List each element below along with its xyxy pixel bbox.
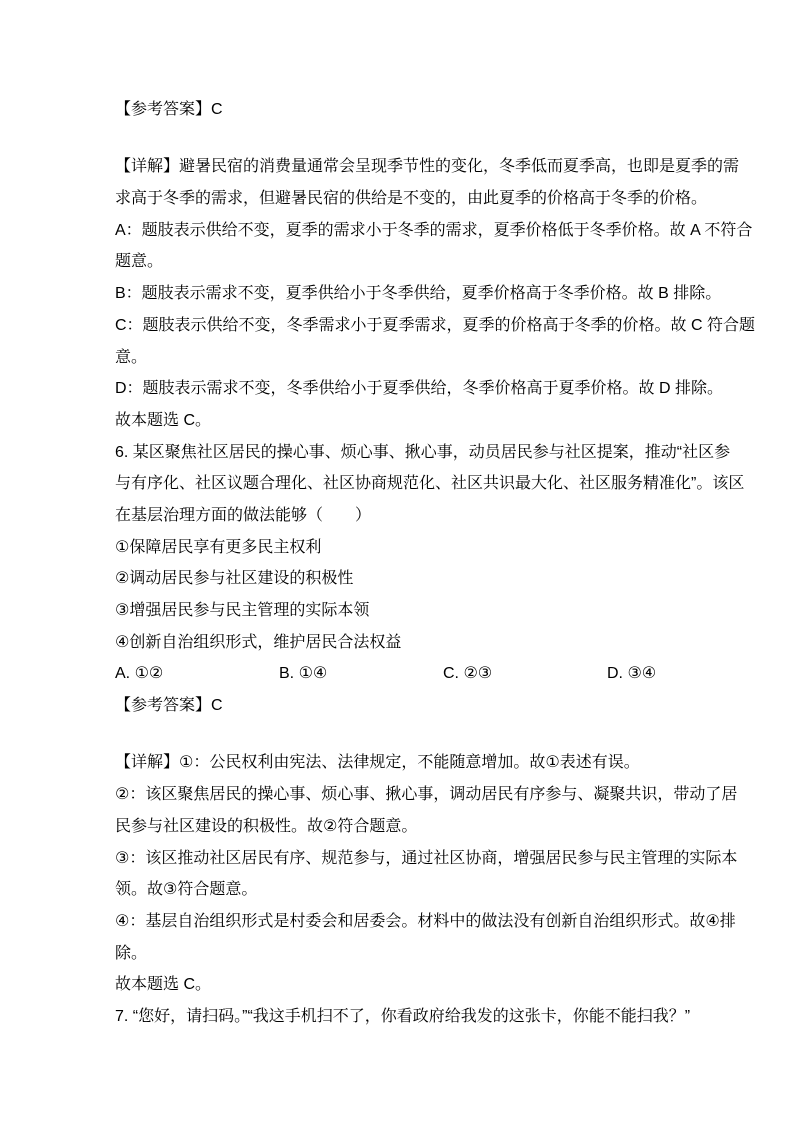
q6-statement-1: ①保障居民享有更多民主权利 bbox=[115, 538, 322, 556]
q6-choice-c: C. ②③ bbox=[443, 665, 493, 683]
q5-option-a-analysis-line-1: A：题肢表示供给不变，夏季的需求小于冬季的需求，夏季价格低于冬季价格。故 A 不符合 bbox=[115, 221, 753, 239]
q5-reference-answer: 【参考答案】C bbox=[115, 101, 223, 118]
q7-stem-line-1: 7. “您好，请扫码。”“我这手机扫不了，你看政府给我发的这张卡，你能不能扫我？” bbox=[115, 1007, 691, 1025]
q6-statement-2: ②调动居民参与社区建设的积极性 bbox=[115, 570, 354, 588]
q5-option-b-analysis: B：题肢表示需求不变，夏季供给小于冬季供给，夏季价格高于冬季价格。故 B 排除。 bbox=[115, 285, 722, 303]
q6-conclusion: 故本题选 C。 bbox=[115, 976, 212, 994]
q6-explanation-line-1: 【详解】①：公民权利由宪法、法律规定，不能随意增加。故①表述有误。 bbox=[115, 754, 640, 772]
q6-stem-line-1: 6. 某区聚焦社区居民的操心事、烦心事、揪心事，动员居民参与社区提案，推动“社区参 bbox=[115, 443, 731, 461]
q6-statement4-analysis-line-2: 除。 bbox=[115, 944, 148, 962]
blank-line bbox=[115, 126, 694, 152]
q5-conclusion: 故本题选 C。 bbox=[115, 411, 212, 429]
q5-option-a-analysis-line-2: 题意。 bbox=[115, 253, 164, 271]
q6-reference-answer: 【参考答案】C bbox=[115, 697, 223, 715]
q6-choices bbox=[115, 658, 694, 690]
q6-choice-b: B. ①④ bbox=[279, 665, 328, 683]
q5-explanation-line-1: 【详解】避暑民宿的消费量通常会呈现季节性的变化，冬季低而夏季高，也即是夏季的需 bbox=[115, 158, 740, 176]
q6-choice-d: D. ③④ bbox=[607, 665, 657, 683]
q6-statement-3: ③增强居民参与民主管理的实际本领 bbox=[115, 602, 370, 619]
q6-choice-a: A. ①② bbox=[115, 665, 164, 683]
q6-statement4-analysis-line-1: ④：基层自治组织形式是村委会和居委会。材料中的做法没有创新自治组织形式。故④排 bbox=[115, 912, 736, 930]
blank-line bbox=[115, 722, 694, 748]
q6-statement2-analysis-line-1: ②：该区聚焦居民的操心事、烦心事、揪心事，调动居民有序参与、凝聚共识，带动了居 bbox=[115, 786, 738, 804]
q5-option-c-analysis-line-2: 意。 bbox=[115, 348, 148, 366]
q6-statement2-analysis-line-2: 民参与社区建设的积极性。故②符合题意。 bbox=[115, 817, 418, 835]
q5-explanation-line-2: 求高于冬季的需求，但避暑民宿的供给是不变的，由此夏季的价格高于冬季的价格。 bbox=[115, 190, 708, 208]
q6-stem-line-2: 与有序化、社区议题合理化、社区协商规范化、社区共识最大化、社区服务精准化”。该区 bbox=[115, 475, 745, 493]
q6-statement3-analysis-line-1: ③：该区推动社区居民有序、规范参与，通过社区协商，增强居民参与民主管理的实际本 bbox=[115, 849, 738, 867]
q6-statement3-analysis-line-2: 领。故③符合题意。 bbox=[115, 881, 258, 899]
q6-stem-line-3: 在基层治理方面的做法能够（ ） bbox=[115, 506, 372, 524]
q6-statement-4: ④创新自治组织形式，维护居民合法权益 bbox=[115, 633, 402, 651]
q5-option-c-analysis-line-1: C：题肢表示供给不变，冬季需求小于夏季需求，夏季的价格高于冬季的价格。故 C 符合题 bbox=[115, 316, 756, 334]
q5-option-d-analysis: D：题肢表示需求不变，冬季供给小于夏季供给，冬季价格高于夏季价格。故 D 排除。 bbox=[115, 380, 724, 398]
